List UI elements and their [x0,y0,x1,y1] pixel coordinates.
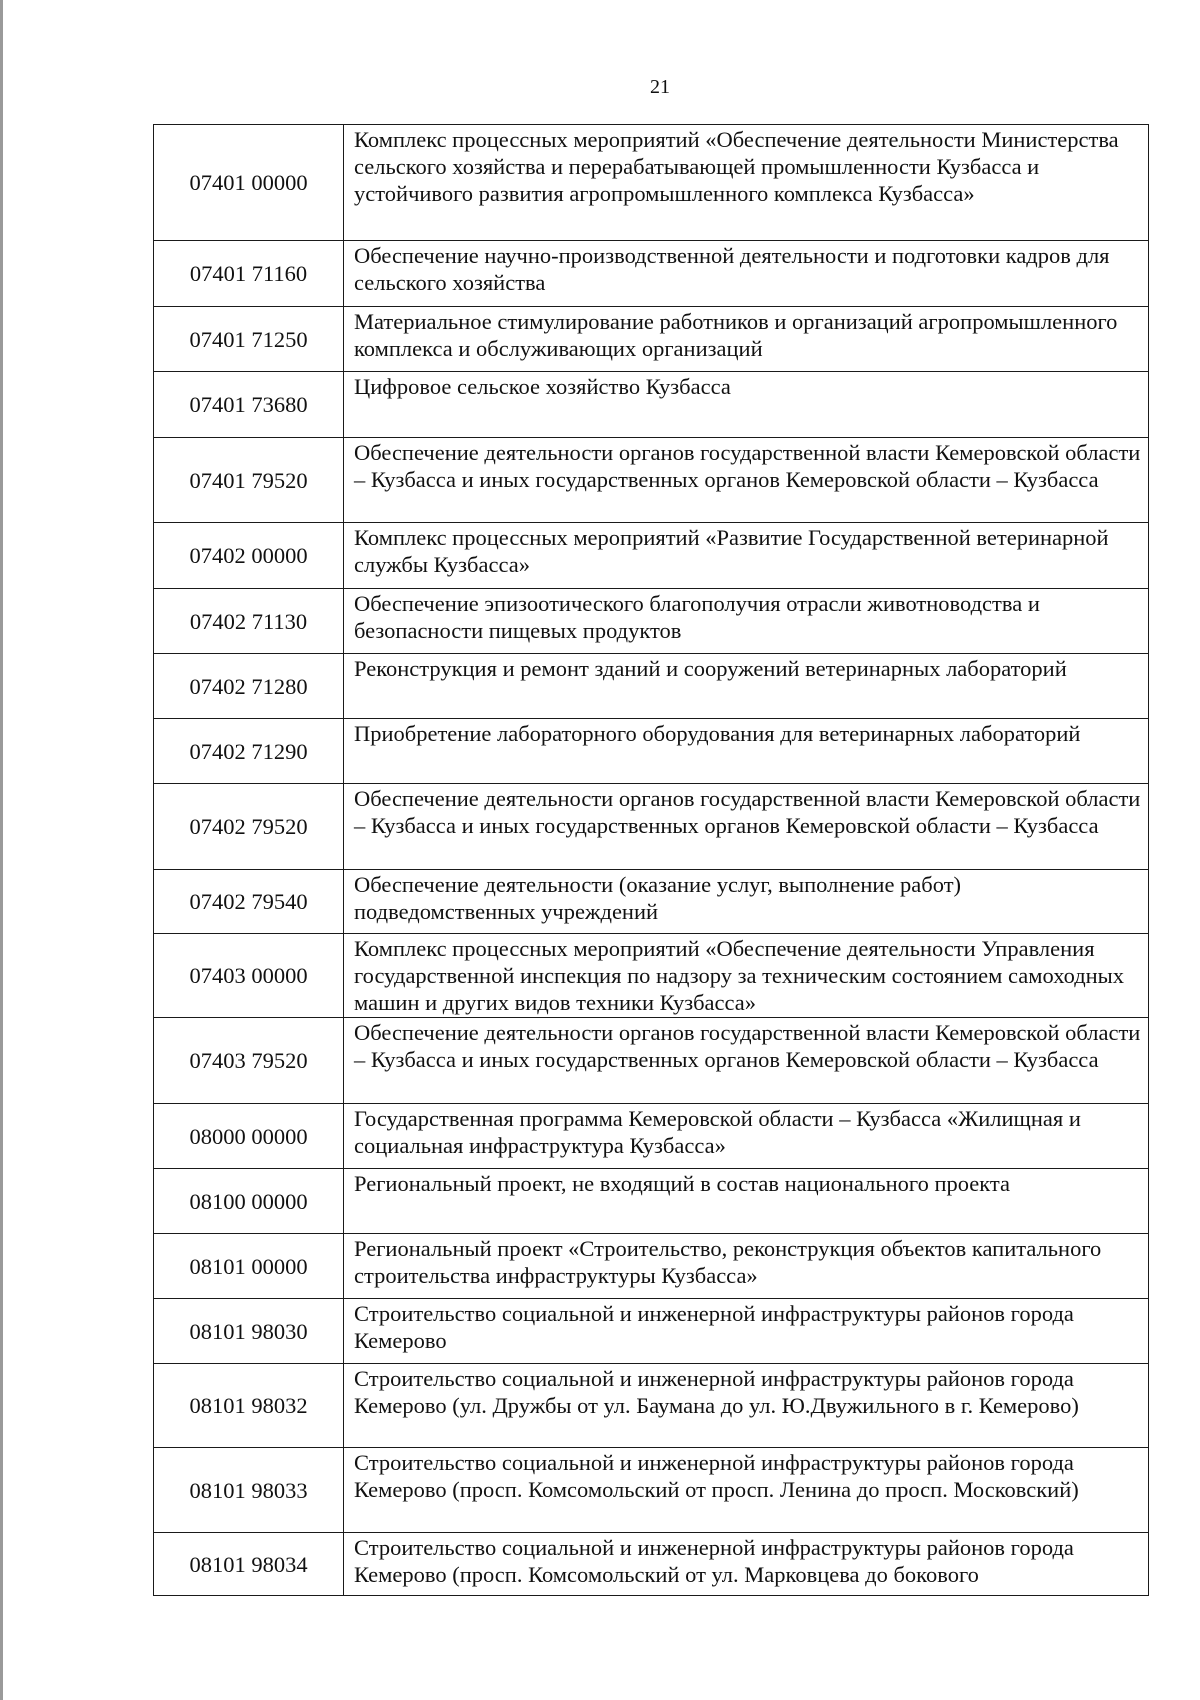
row-description: Строительство социальной и инженерной инфраструктуры районов города Кемерово (просп. Комсомольский от ул. Марковцева до бокового [344,1533,1149,1596]
row-description: Региональный проект «Строительство, реконструкция объектов капитального строительства инфраструктуры Кузбасса» [344,1234,1149,1299]
row-code: 08101 00000 [154,1234,344,1299]
budget-classification-table [153,124,1149,1596]
table-row [154,241,1149,307]
row-code: 07402 71290 [154,719,344,784]
row-code: 08101 98030 [154,1299,344,1364]
row-description: Обеспечение деятельности (оказание услуг, выполнение работ) подведомственных учреждений [344,870,1149,934]
row-code: 07402 71130 [154,589,344,654]
budget-classification-table-container [153,124,1148,1596]
row-description: Материальное стимулирование работников и организаций агропромышленного комплекса и обслуживающих организаций [344,307,1149,372]
row-code: 08101 98033 [154,1448,344,1533]
row-code: 08000 00000 [154,1104,344,1169]
table-row [154,1234,1149,1299]
table-row [154,1364,1149,1448]
row-description: Обеспечение деятельности органов государственной власти Кемеровской области – Кузбасса и иных государственных органов Кемеровской области – Кузбасса [344,438,1149,523]
table-row [154,784,1149,870]
table-row [154,523,1149,589]
table-row [154,1533,1149,1596]
row-description: Строительство социальной и инженерной инфраструктуры районов города Кемерово (ул. Дружбы от ул. Баумана до ул. Ю.Двужильного в г. Кемерово) [344,1364,1149,1448]
row-code: 07403 79520 [154,1018,344,1104]
row-code: 08100 00000 [154,1169,344,1234]
row-code: 07402 71280 [154,654,344,719]
scan-edge [0,0,3,1700]
row-description: Государственная программа Кемеровской области – Кузбасса «Жилищная и социальная инфраструктура Кузбасса» [344,1104,1149,1169]
table-row [154,1018,1149,1104]
row-description: Обеспечение эпизоотического благополучия отрасли животноводства и безопасности пищевых продуктов [344,589,1149,654]
row-code: 08101 98032 [154,1364,344,1448]
table-row [154,1299,1149,1364]
table-row [154,372,1149,438]
row-description: Обеспечение научно-производственной деятельности и подготовки кадров для сельского хозяйства [344,241,1149,307]
table-row [154,125,1149,241]
table-row [154,654,1149,719]
page-number: 21 [650,76,670,98]
row-code: 07402 79520 [154,784,344,870]
row-description: Строительство социальной и инженерной инфраструктуры районов города Кемерово (просп. Комсомольский от просп. Ленина до просп. Московский) [344,1448,1149,1533]
row-code: 07401 73680 [154,372,344,438]
row-description: Комплекс процессных мероприятий «Обеспечение деятельности Управления государственной инспекция по надзору за техническим состоянием самоходных машин и других видов техники Кузбасса» [344,934,1149,1018]
row-description: Комплекс процессных мероприятий «Развитие Государственной ветеринарной службы Кузбасса» [344,523,1149,589]
row-description: Реконструкция и ремонт зданий и сооружений ветеринарных лабораторий [344,654,1149,719]
table-row [154,1104,1149,1169]
row-description: Строительство социальной и инженерной инфраструктуры районов города Кемерово [344,1299,1149,1364]
row-description: Обеспечение деятельности органов государственной власти Кемеровской области – Кузбасса и иных государственных органов Кемеровской области – Кузбасса [344,1018,1149,1104]
row-code: 07401 71250 [154,307,344,372]
row-code: 07401 71160 [154,241,344,307]
table-row [154,870,1149,934]
row-code: 08101 98034 [154,1533,344,1596]
table-row [154,1448,1149,1533]
row-code: 07402 00000 [154,523,344,589]
row-code: 07402 79540 [154,870,344,934]
row-description: Обеспечение деятельности органов государственной власти Кемеровской области – Кузбасса и иных государственных органов Кемеровской области – Кузбасса [344,784,1149,870]
table-row [154,589,1149,654]
row-code: 07403 00000 [154,934,344,1018]
row-description: Региональный проект, не входящий в состав национального проекта [344,1169,1149,1234]
row-code: 07401 79520 [154,438,344,523]
table-row [154,934,1149,1018]
table-row [154,307,1149,372]
table-row [154,438,1149,523]
table-row [154,719,1149,784]
row-description: Цифровое сельское хозяйство Кузбасса [344,372,1149,438]
row-code: 07401 00000 [154,125,344,241]
row-description: Приобретение лабораторного оборудования для ветеринарных лабораторий [344,719,1149,784]
table-row [154,1169,1149,1234]
row-description: Комплекс процессных мероприятий «Обеспечение деятельности Министерства сельского хозяйства и перерабатывающей промышленности Кузбасса и устойчивого развития агропромышленного комплекса Кузбасса» [344,125,1149,241]
